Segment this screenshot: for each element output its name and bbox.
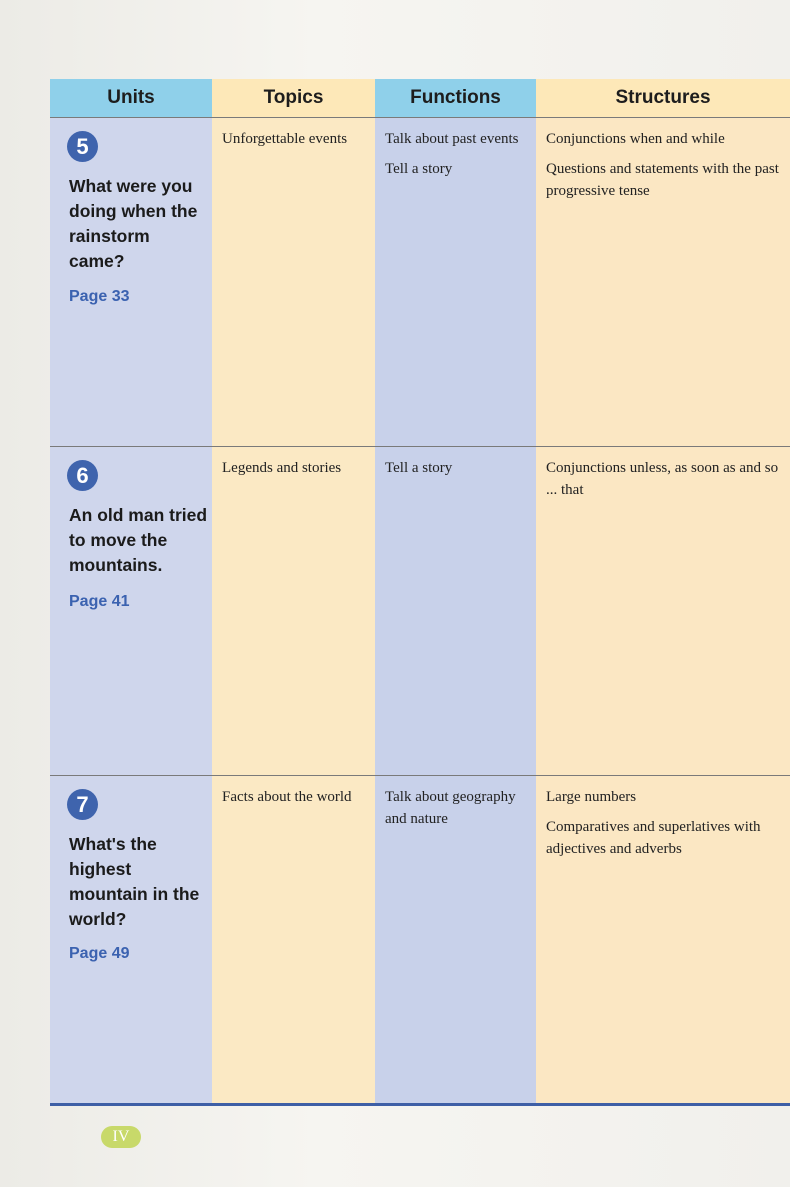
topic-item: Legends and stories: [222, 460, 342, 476]
functions-cell: [385, 786, 535, 838]
unit-number-badge: 6: [67, 460, 98, 491]
structure-item: Large numbers: [546, 789, 637, 805]
function-item: Tell a story: [385, 161, 453, 177]
page-number-badge: IV: [101, 1126, 141, 1148]
unit-title: An old man tried to move the mountains.: [69, 505, 208, 575]
functions-cell: [385, 128, 535, 188]
row-divider: [50, 117, 790, 118]
topics-column: [212, 79, 375, 1105]
unit-number-badge: 5: [67, 131, 98, 162]
unit-page-link[interactable]: Page 41: [69, 593, 130, 610]
topic-item: Facts about the world: [222, 789, 352, 805]
structure-item: Comparatives and superlatives with adjectives and adverbs: [546, 819, 761, 857]
function-item: Talk about geography and nature: [385, 789, 516, 827]
unit-page-link[interactable]: Page 49: [69, 945, 130, 962]
topics-cell: [222, 786, 372, 816]
structures-cell: [546, 128, 786, 210]
function-item: Tell a story: [385, 460, 453, 476]
unit-title: What were you doing when the rainstorm came?: [69, 176, 198, 271]
functions-column: [375, 79, 536, 1105]
structure-item: Conjunctions when and while: [546, 131, 725, 147]
structures-cell: [546, 457, 786, 509]
unit-title: What's the highest mountain in the world?: [69, 834, 200, 929]
row-divider: [50, 775, 790, 776]
unit-page-link[interactable]: Page 33: [69, 288, 130, 305]
function-item: Talk about past events: [385, 131, 519, 147]
structures-column: [536, 79, 790, 1105]
topics-cell: [222, 128, 372, 158]
row-divider: [50, 446, 790, 447]
functions-cell: [385, 457, 535, 487]
topics-cell: [222, 457, 372, 487]
structure-item: Questions and statements with the past progressive tense: [546, 161, 779, 199]
table-bottom-border: [50, 1103, 790, 1106]
header-units: Units: [50, 79, 212, 117]
header-topics: Topics: [212, 79, 375, 117]
contents-table: [50, 79, 790, 1105]
structure-item: Conjunctions unless, as soon as and so ... that: [546, 460, 779, 498]
structures-cell: [546, 786, 786, 868]
header-structures: Structures: [536, 79, 790, 117]
unit-number-badge: 7: [67, 789, 98, 820]
topic-item: Unforgettable events: [222, 131, 348, 147]
header-functions: Functions: [375, 79, 536, 117]
